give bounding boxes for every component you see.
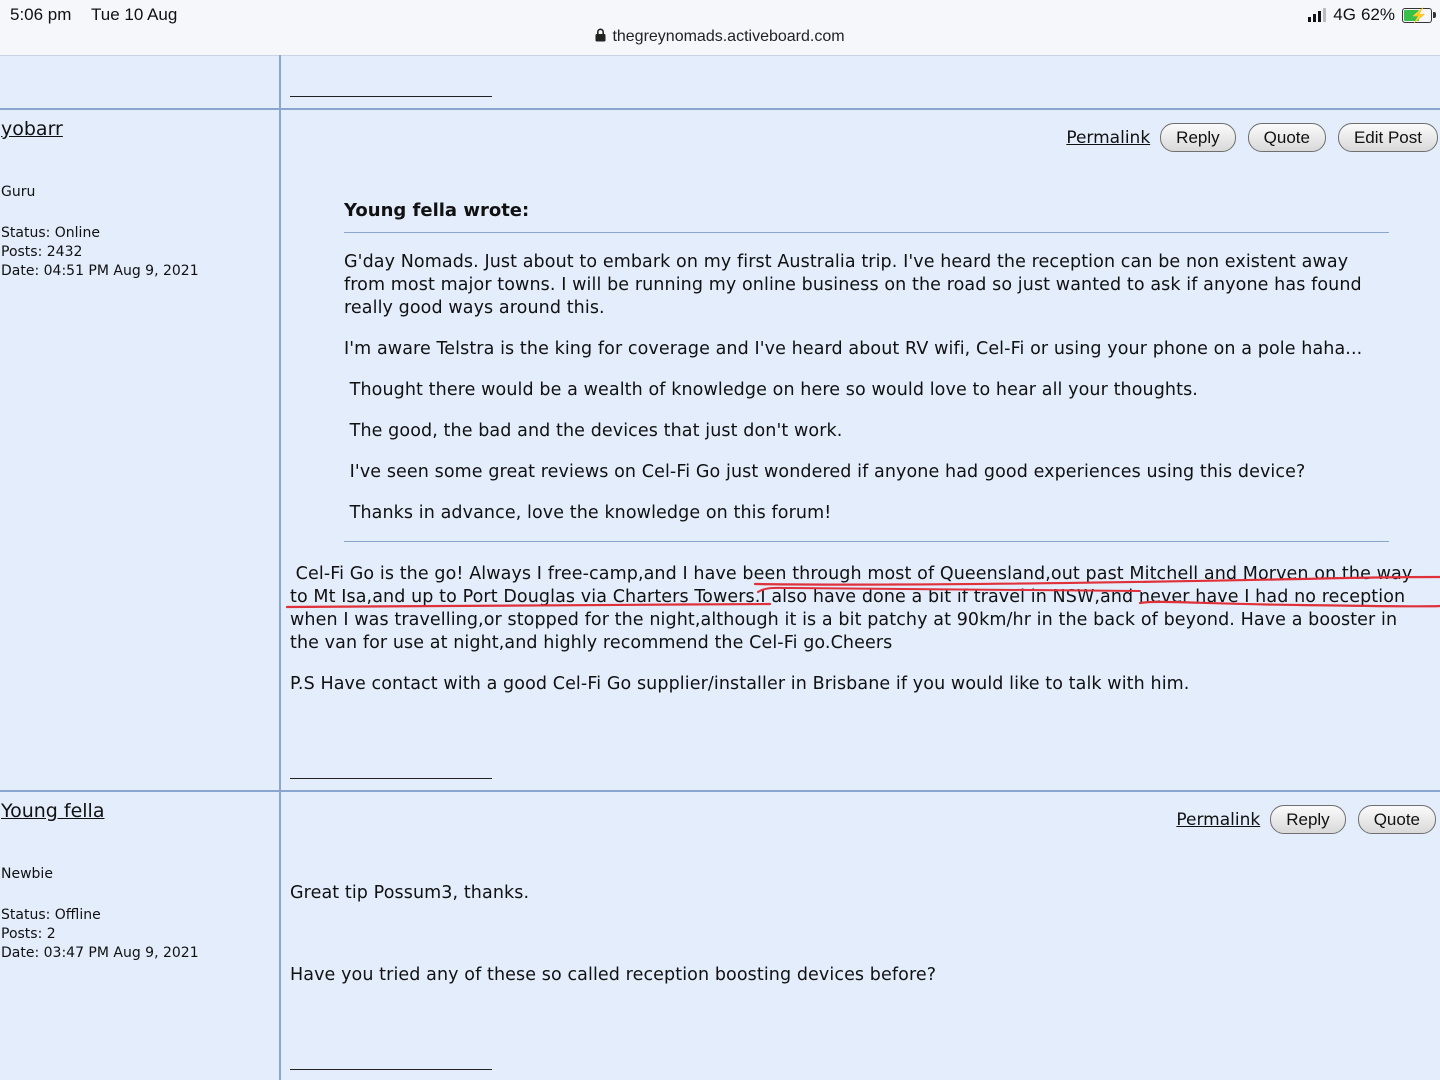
quote-paragraph: Thanks in advance, love the knowledge on this forum!	[344, 503, 832, 523]
quote-paragraph: Thought there would be a wealth of knowledge on here so would love to hear all your thoughts.	[344, 380, 1198, 400]
signal-icon	[1308, 8, 1326, 22]
clock: 5:06 pm	[10, 5, 72, 24]
battery-percent: 62%	[1360, 5, 1395, 24]
quote-rule-bottom	[344, 541, 1389, 542]
signature-line	[290, 96, 492, 97]
author-post-count: Posts: 2432	[1, 244, 83, 260]
quote-button[interactable]: Quote	[1358, 805, 1436, 834]
quote-paragraph: G'day Nomads. Just about to embark on my first Australia trip. I've heard the reception can be non existent away from most major towns. I will be running my online business on the road so just wanted to ask if anyone has found really good ways around this.	[344, 252, 1368, 318]
post-date: Date: 03:47 PM Aug 9, 2021	[1, 945, 199, 961]
author-post-count: Posts: 2	[1, 926, 56, 942]
quote-button[interactable]: Quote	[1248, 123, 1326, 152]
post-body-paragraph: P.S Have contact with a good Cel-Fi Go supplier/installer in Brisbane if you would like to talk with him.	[290, 674, 1190, 694]
signature-line	[290, 778, 492, 779]
post-actions	[1066, 123, 1438, 152]
quote-paragraph: The good, the bad and the devices that just don't work.	[344, 421, 843, 441]
permalink-link[interactable]: Permalink	[1176, 809, 1261, 830]
date: Tue 10 Aug	[91, 5, 178, 24]
post-body-paragraph: Great tip Possum3, thanks.	[290, 883, 530, 903]
author-status: Status: Online	[1, 225, 100, 241]
author-status: Status: Offline	[1, 907, 101, 923]
quote-rule-top	[344, 232, 1389, 233]
status-bar	[0, 0, 1440, 56]
author-link[interactable]: yobarr	[1, 118, 63, 140]
post-divider	[0, 108, 1440, 110]
quote-block	[344, 198, 1389, 542]
signature-line	[290, 1069, 492, 1070]
lock-icon	[595, 28, 606, 42]
post-body-paragraph: Cel-Fi Go is the go! Always I free-camp,and I have been through most of Queensland,out past Mitchell and Morven on the way to Mt Isa,and up to Port Douglas via Charters Towers.I also have done a bit if travel in NSW,and never have I had no reception when I was travelling,or stopped for the night,although it is a bit patchy at 90km/hr in the back of beyond. Have a booster in the van for use at night,and highly recommend the Cel-Fi go.Cheers	[290, 564, 1418, 653]
author-rank: Guru	[1, 184, 36, 200]
post-body-paragraph: Have you tried any of these so called reception boosting devices before?	[290, 965, 937, 985]
quote-header: Young fella wrote:	[344, 200, 530, 221]
edit-post-button[interactable]: Edit Post	[1338, 123, 1438, 152]
reply-button[interactable]: Reply	[1270, 805, 1345, 834]
quote-paragraph: I've seen some great reviews on Cel-Fi Go just wondered if anyone had good experiences using this device?	[344, 462, 1306, 482]
post-date: Date: 04:51 PM Aug 9, 2021	[1, 263, 199, 279]
post-divider	[0, 790, 1440, 792]
network-type: 4G	[1333, 5, 1356, 24]
url-text: thegreynomads.activeboard.com	[612, 28, 845, 45]
device-status	[1308, 5, 1432, 25]
author-link[interactable]: Young fella	[1, 800, 105, 822]
author-rank: Newbie	[1, 866, 53, 882]
permalink-link[interactable]: Permalink	[1066, 127, 1151, 148]
post-actions	[1176, 805, 1436, 834]
quote-paragraph: I'm aware Telstra is the king for coverage and I've heard about RV wifi, Cel-Fi or using your phone on a pole haha...	[344, 339, 1363, 359]
address-bar[interactable]	[0, 28, 1440, 46]
battery-charging-icon: ⚡	[1402, 8, 1432, 23]
column-divider	[279, 55, 281, 1080]
reply-button[interactable]: Reply	[1160, 123, 1235, 152]
